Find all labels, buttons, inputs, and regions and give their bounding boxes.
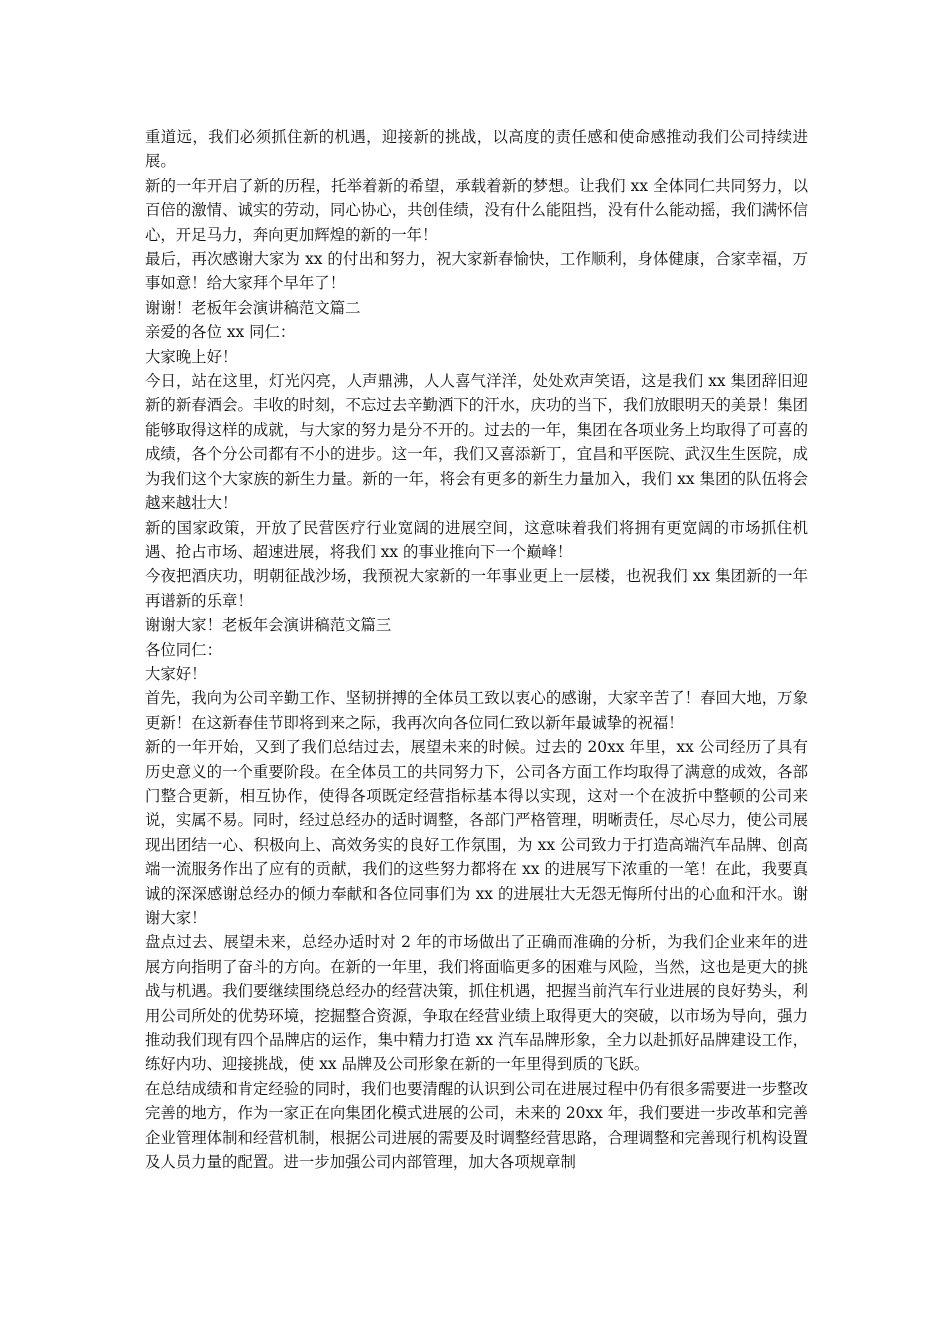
paragraph: 新的一年开始，又到了我们总结过去，展望未来的时候。过去的 20xx 年里，xx 公司经历了具有历史意义的一个重要阶段。在全体员工的共同努力下，公司各方面工作均取得了满意的成效，各部门整合更新，相互协作，使得各项既定经营指标基本得以实现，这对一个在波折中整顿的公司来说，实属不易。同时，经过总经办的适时调整，各部门严格管理，明晰责任，尽心尽力，使公司展现出团结一心、积极向上、高效务实的良好工作氛围，为 xx 公司致力于打造高端汽车品牌、创高端一流服务作出了应有的贡献，我们的这些努力都将在 xx 的进展写下浓重的一笔！在此，我要真诚的深深感谢总经办的倾力奉献和各位同事们为 xx 的进展壮大无怨无悔所付出的心血和汗水。谢谢大家！	[145, 738, 808, 927]
document-body	[145, 125, 808, 1174]
greeting: 大家好！	[145, 664, 207, 683]
paragraph: 首先，我向为公司辛勤工作、坚韧拼搏的全体员工致以衷心的感谢，大家辛苦了！春回大地，万象更新！在这新春佳节即将到来之际，我再次向各位同仁致以新年最诚挚的祝福！	[145, 689, 808, 732]
paragraph: 盘点过去、展望未来，总经办适时对 2 年的市场做出了正确而准确的分析，为我们企业来年的进展方向指明了奋斗的方向。在新的一年里，我们将面临更多的困难与风险，当然，这也是更大的挑战与机遇。我们要继续围绕总经办的经营决策，抓住机遇，把握当前汽车行业进展的良好势头，利用公司所处的优势环境，挖掘整合资源，争取在经营业绩上取得更大的突破，以市场为导向，强力推动我们现有四个品牌店的运作，集中精力打造 xx 汽车品牌形象，全力以赴抓好品牌建设工作，练好内功、迎接挑战，使 xx 品牌及公司形象在新的一年里得到质的飞跃。	[145, 933, 808, 1074]
paragraph: 新的国家政策，开放了民营医疗行业宽阔的进展空间，这意味着我们将拥有更宽阔的市场抓住机遇、抢占市场、超速进展，将我们 xx 的事业推向下一个巅峰！	[145, 518, 808, 561]
salutation: 各位同仁：	[145, 640, 222, 659]
salutation: 亲爱的各位 xx 同仁：	[145, 323, 296, 342]
paragraph: 新的一年开启了新的历程，托举着新的希望，承载着新的梦想。让我们 xx 全体同仁共同努力，以百倍的激情、诚实的劳动，同心协心，共创佳绩，没有什么能阻挡，没有什么能动摇，我们满怀信心，开足马力，奔向更加辉煌的新的一年！	[145, 176, 808, 244]
paragraph: 重道远，我们必须抓住新的机遇，迎接新的挑战，以高度的责任感和使命感推动我们公司持续进展。	[145, 128, 808, 171]
paragraph: 在总结成绩和肯定经验的同时，我们也要清醒的认识到公司在进展过程中仍有很多需要进一步整改完善的地方，作为一家正在向集团化模式进展的公司，未来的 20xx 年，我们要进一步改革和完善企业管理体制和经营机制，根据公司进展的需要及时调整经营思路，合理调整和完善现行机构设置及人员力量的配置。进一步加强公司内部管理，加大各项规章制	[145, 1079, 808, 1172]
paragraph: 最后，再次感谢大家为 xx 的付出和努力，祝大家新春愉快，工作顺利，身体健康，合家幸福，万事如意！给大家拜个早年了！	[145, 250, 808, 293]
paragraph: 今日，站在这里，灯光闪亮，人声鼎沸，人人喜气洋洋，处处欢声笑语，这是我们 xx 集团辞旧迎新的新春酒会。丰收的时刻，不忘过去辛勤洒下的汗水，庆功的当下，我们放眼明天的美景！集团能够取得这样的成就，与大家的努力是分不开的。过去的一年，集团在各项业务上均取得了可喜的成绩，各个分公司都有不小的进步。这一年，我们又喜添新丁，宜昌和平医院、武汉生生医院，成为我们这个大家族的新生力量。新的一年，将会有更多的新生力量加入，我们 xx 集团的队伍将会越来越壮大！	[145, 372, 808, 513]
greeting: 大家晚上好！	[145, 347, 238, 366]
section-heading: 谢谢！老板年会演讲稿范文篇二	[145, 298, 361, 317]
section-heading: 谢谢大家！老板年会演讲稿范文篇三	[145, 616, 392, 635]
paragraph: 今夜把酒庆功，明朝征战沙场，我预祝大家新的一年事业更上一层楼，也祝我们 xx 集团新的一年再谱新的乐章！	[145, 567, 808, 610]
